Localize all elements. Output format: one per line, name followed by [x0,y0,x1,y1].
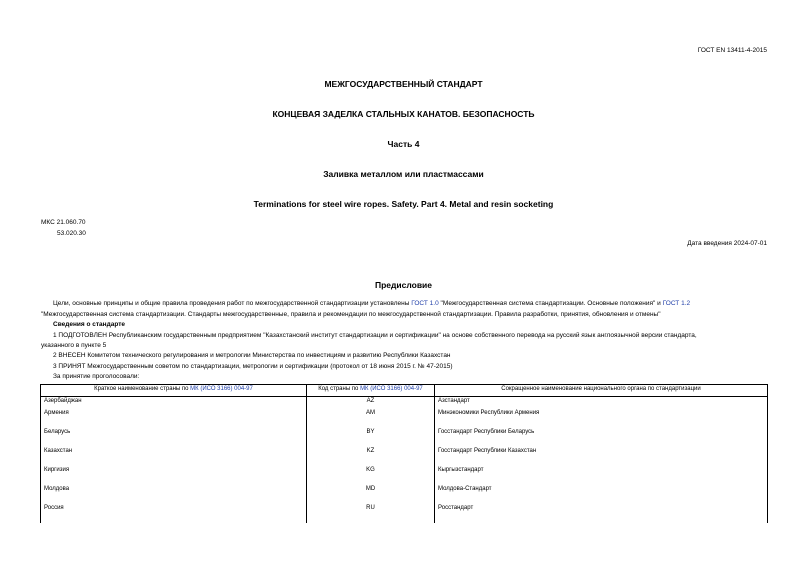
national-body: Минэкономики Республики Армения [435,409,768,428]
voting-table [40,384,768,523]
table-row [41,397,768,410]
item-2-submitted: 2 ВНЕСЕН Комитетом технического регулирования и метрологии Министерства по инвестициям и развитию Республики Казахстан [53,352,451,359]
preface-paragraph-2: "Межгосударственная система стандартизации. Стандарты межгосударственные, правила и рекомендации по межгосударственной стандартизации. Правила разработки, принятия, обновления и отмены" [41,311,661,318]
preface-p1-text-a: Цели, основные принципы и общие правила проведения работ по межгосударственной стандартизации установлены [53,300,412,307]
country-name: Молдова [41,485,307,504]
title-en: Terminations for steel wire ropes. Safety. Part 4. Metal and resin socketing [253,199,554,209]
gost-1-2-link[interactable]: ГОСТ 1.2 [662,300,691,307]
about-standard-heading: Сведения о стандарте [53,321,126,328]
national-body: Росстандарт [435,504,768,523]
country-name: Россия [41,504,307,523]
mk-iso-link-2[interactable]: МК (ИСО 3166) 004-97 [360,386,423,392]
country-name: Казахстан [41,447,307,466]
national-body: Азстандарт [435,397,768,410]
title-main: КОНЦЕВАЯ ЗАДЕЛКА СТАЛЬНЫХ КАНАТОВ. БЕЗОПАСНОСТЬ [272,109,535,119]
table-row [41,447,768,466]
national-body: Госстандарт Республики Казахстан [435,447,768,466]
country-name: Беларусь [41,428,307,447]
table-row [41,485,768,504]
country-code: KG [307,466,435,485]
mks-code-1: МКС 21.060.70 [41,219,86,226]
preface-p1-text-b: "Межгосударственная система стандартизации. Основные положения" и [438,300,663,307]
preface-paragraph-1 [53,300,690,307]
header-country-name: Краткое наименование страны по МК (ИСО 3166) 004-97 [41,385,307,397]
mk-iso-link-1[interactable]: МК (ИСО 3166) 004-97 [190,386,253,392]
country-code: AZ [307,397,435,410]
table-row [41,504,768,523]
intro-date: Дата введения 2024-07-01 [687,240,767,247]
preface-heading: Предисловие [374,280,433,290]
country-code: MD [307,485,435,504]
country-code: RU [307,504,435,523]
national-body: Молдова-Стандарт [435,485,768,504]
voted-label: За принятие проголосовали: [53,373,140,380]
item-3-adopted: 3 ПРИНЯТ Межгосударственным советом по стандартизации, метрологии и сертификации (протокол от 18 июня 2015 г. № 47-2015) [53,363,453,370]
title-part: Часть 4 [387,139,420,149]
mks-code-2: 53.020.30 [57,230,86,237]
title-standard: МЕЖГОСУДАРСТВЕННЫЙ СТАНДАРТ [324,79,483,89]
country-name: Киргизия [41,466,307,485]
country-name: Азербайджан [41,397,307,410]
gost-1-0-link[interactable]: ГОСТ 1.0 [411,300,439,307]
country-code: AM [307,409,435,428]
national-body: Госстандарт Республики Беларусь [435,428,768,447]
country-name: Армения [41,409,307,428]
header-national-body: Сокращенное наименование национального органа по стандартизации [435,385,768,397]
table-row [41,409,768,428]
table-header-row [41,385,768,397]
country-code: KZ [307,447,435,466]
doc-code: ГОСТ EN 13411-4-2015 [697,47,767,54]
header-country-code: Код страны по МК (ИСО 3166) 004-97 [307,385,435,397]
title-sub: Заливка металлом или пластмассами [323,169,484,179]
national-body: Кыргызстандарт [435,466,768,485]
item-1-continuation: указанного в пункте 5 [41,342,107,349]
country-code: BY [307,428,435,447]
table-row [41,428,768,447]
item-1-prepared: 1 ПОДГОТОВЛЕН Республиканским государственным предприятием "Казахстанский институт стандартизации и сертификации" на основе собственного перевода на русский язык англоязычной версии стандарта, [53,332,697,339]
table-row [41,466,768,485]
